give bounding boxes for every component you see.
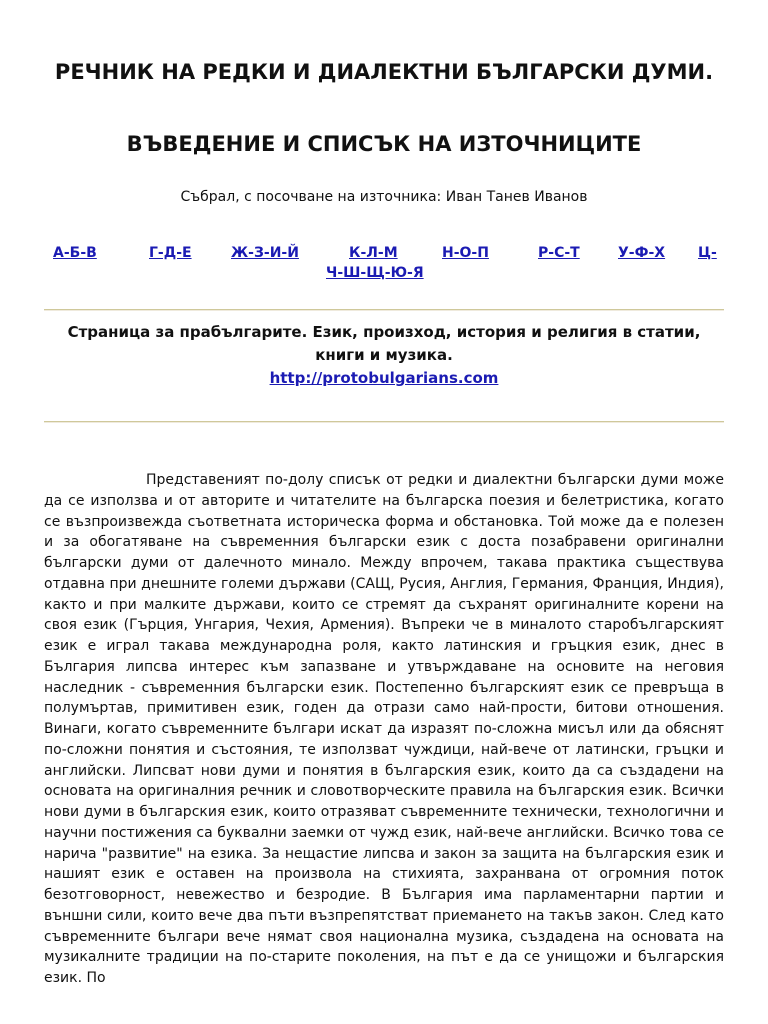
intro-paragraph: Представеният по-долу списък от редки и диалектни български думи може да се използва и от авторите и читателите на българска поезия и белетристика, когато се възпроизвежда съответната историческа форма и обстановка. Той може да е полезен и за обогатяване на съвременния български език с доста позабравени оригинални български думи от далечното минало. Между впрочем, такава практика съществува отдавна при днешните големи държави (САЩ, Русия, Англия, Германия, Франция, Индия), както и при малките държави, които се стремят да съхранят оригиналните корени на своя език (Гърция, Унгария, Чехия, Армения). Въпреки че в миналото старобългарският език е играл такава международна роля, както латинския и гръцкия език, днес в България липсва интерес към запазване и утвърждаване на основите на неговия наследник - съвременния български език. Постепенно българският език се превръща в полумъртав, примитивен език, годен да отрази само най-прости, битови отношения. Винаги, когато съвременните българи искат да изразят по-сложна мисъл или да обяснят по-сложни понятия и състояния, те използват чуждици, най-вече от латински, гръцки и английски. Липсват нови думи и понятия в българския език, които да са създадени на основата на оригиналния речник и словотворческите правила на българския език. Всички нови думи в българския език, които отразяват съвременните технически, технологични и научни постижения са буквални заемки от чужд език, най-вече английски. Всичко това се нарича "развитие" на езика. За нещастие липсва и закон за защита на българския език и нашият език е оставен на произвола на стихията, захранвана от огромния поток безотговорност, невежество и безродие. В България има парламентарни партии и външни сили, които вече два пъти възпрепятстват приемането на такъв закон. След като съвременните българи вече нямат своя национална музика, създадена на основата на музикалните традиции на по-старите поколения, на път е да се унищожи и българския език. По (44, 472, 724, 986)
promo-link-container (44, 368, 724, 388)
alpha-link-ts[interactable]: Ц- (698, 245, 717, 261)
alpha-link-a-b-v[interactable]: А-Б-В (53, 245, 97, 261)
alpha-link-r-s-t[interactable]: Р-С-Т (538, 245, 580, 261)
protobulgarians-link[interactable]: http://protobulgarians.com (269, 369, 499, 387)
alpha-link-zh-z-i-y[interactable]: Ж-З-И-Й (231, 245, 299, 261)
divider-top (44, 309, 724, 311)
alpha-link-g-d-e[interactable]: Г-Д-Е (149, 245, 192, 261)
alpha-link-k-l-m[interactable]: К-Л-М (349, 245, 398, 261)
author-line: Събрал, с посочване на източника: Иван Танев Иванов (180, 189, 588, 205)
alpha-link-u-f-h[interactable]: У-Ф-Х (618, 245, 666, 261)
divider-bottom (44, 421, 724, 423)
page-title: РЕЧНИК НА РЕДКИ И ДИАЛЕКТНИ БЪЛГАРСКИ ДУМИ. (54, 60, 714, 84)
alpha-link-ch-sh-sht-yu-ya[interactable]: Ч-Ш-Щ-Ю-Я (326, 265, 424, 281)
alpha-link-n-o-p[interactable]: Н-О-П (442, 245, 489, 261)
page-subtitle: ВЪВЕДЕНИЕ И СПИСЪК НА ИЗТОЧНИЦИТЕ (126, 132, 642, 156)
promo-text: Страница за прабългарите. Език, произход, история и религия в статии, книги и музика. (67, 323, 701, 364)
